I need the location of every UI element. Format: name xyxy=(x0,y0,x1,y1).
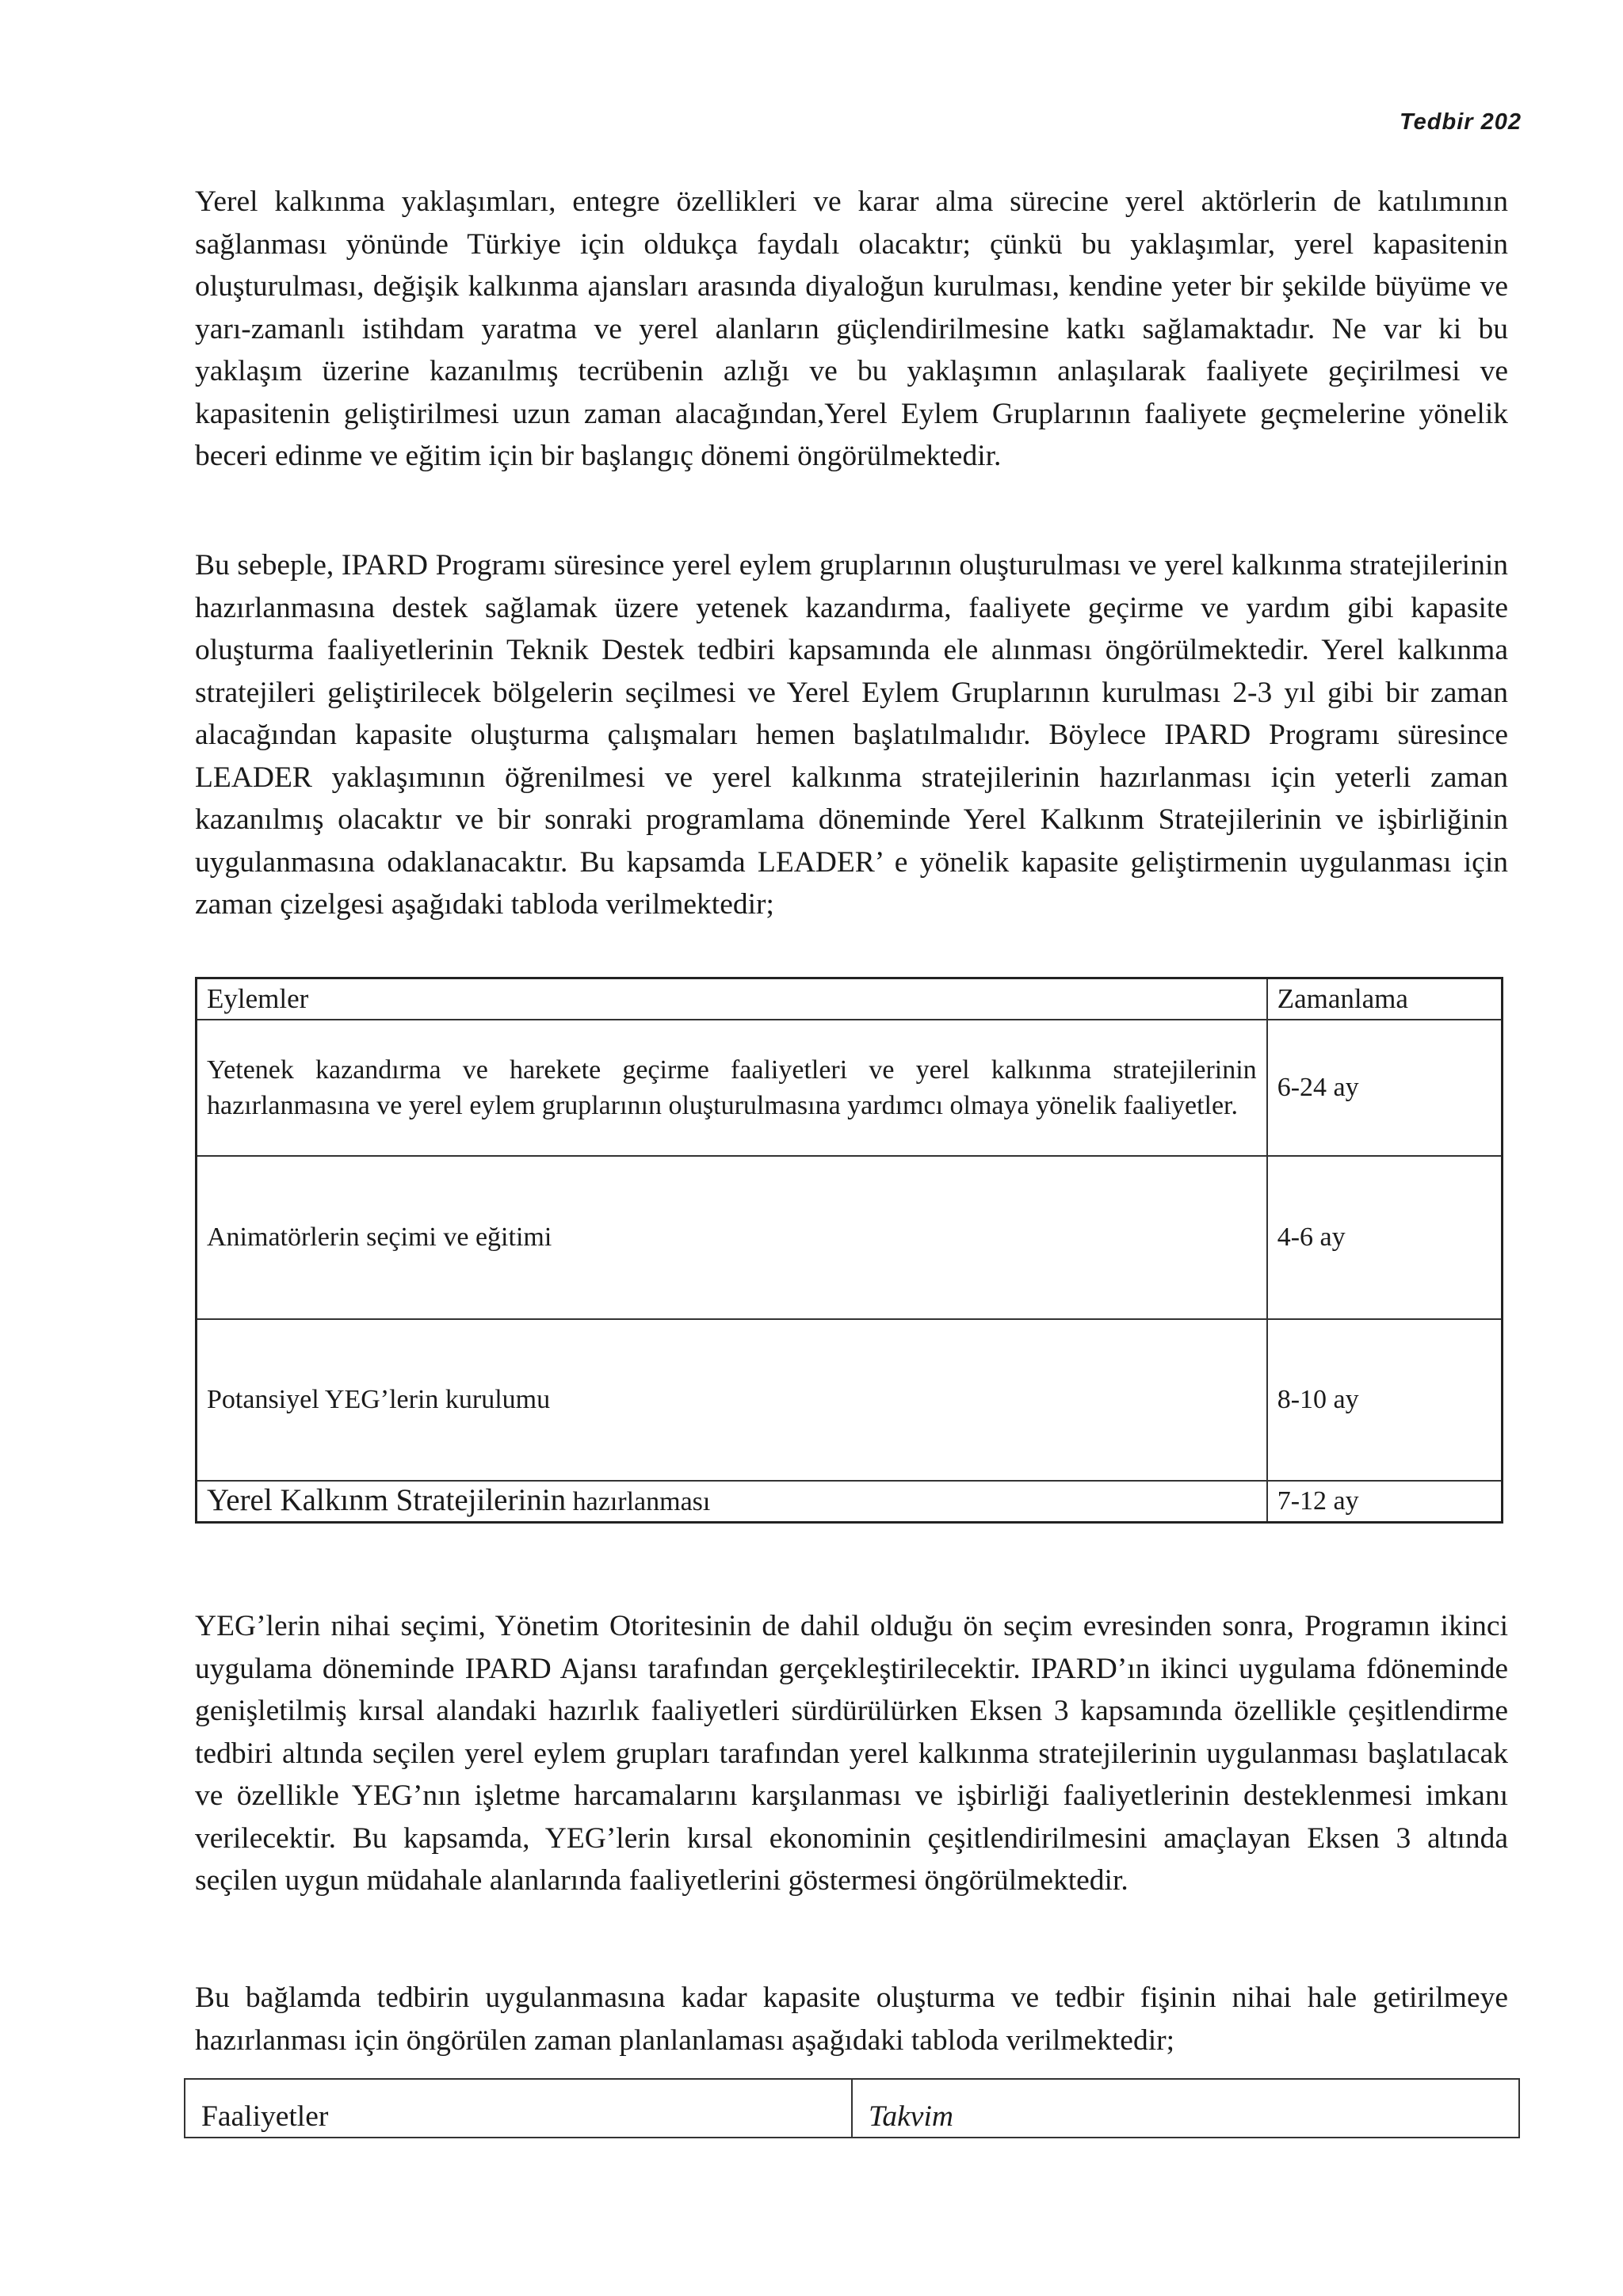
header-calendar: Takvim xyxy=(852,2079,1519,2138)
table-row xyxy=(197,1156,1503,1319)
table-row xyxy=(197,1481,1503,1523)
action-cell xyxy=(197,1481,1267,1523)
header-actions: Eylemler xyxy=(197,978,1267,1020)
timing-cell: 6-24 ay xyxy=(1267,1020,1503,1156)
action-cell: Potansiyel YEG’lerin kurulumu xyxy=(197,1319,1267,1481)
paragraph-2: Bu sebeple, IPARD Programı süresince yerel eylem gruplarının oluşturulması ve yerel kalkınma stratejilerinin hazırlanmasına destek sağlamak üzere yetenek kazandırma, faaliyete geçirme ve yardım gibi kapasite oluşturma faaliyetlerinin Teknik Destek tedbiri kapsamında ele alınması öngörülmektedir. Yerel kalkınma stratejileri geliştirilecek bölgelerin seçilmesi ve Yerel Eylem Gruplarının kurulması 2-3 yıl gibi bir zaman alacağından kapasite oluşturma çalışmaları hemen başlatılmalıdır. Böylece IPARD Programı süresince LEADER yaklaşımının öğrenilmesi ve yerel kalkınma stratejilerinin hazırlanması için yeterli zaman kazanılmış olacaktır ve bir sonraki programlama döneminde Yerel Kalkınm Stratejilerinin ve işbirliğinin uygulanmasına odaklanacaktır. Bu kapsamda LEADER’ e yönelik kapasite geliştirmenin uygulanması için zaman çizelgesi aşağıdaki tabloda verilmektedir; xyxy=(195,549,1508,921)
page-header: Tedbir 202 xyxy=(1400,109,1522,135)
paragraph-3: YEG’lerin nihai seçimi, Yönetim Otoritesinin de dahil olduğu ön seçim evresinden sonra, Programın ikinci uygulama döneminde IPARD Ajansı tarafından gerçekleştirilecektir. IPARD’ın ikinci uygulama fdöneminde genişletilmiş kırsal alandaki hazırlık faaliyetleri sürdürülürken Eksen 3 kapsamında özellikle çeşitlendirme tedbiri altında seçilen yerel eylem grupları tarafından yerel kalkınma stratejilerinin uygulanması başlatılacak ve özellikle YEG’nın işletme harcamalarını karşılanması ve işbirliği faaliyetlerinin desteklenmesi imkanı verilecektir. Bu kapsamda, YEG’lerin kırsal ekonominin çeşitlendirilmesini amaçlayan Eksen 3 altında seçilen uygun müdahale alanlarında faaliyetlerini göstermesi öngörülmektedir. xyxy=(195,1610,1508,1897)
action-cell: Yetenek kazandırma ve harekete geçirme faaliyetleri ve yerel kalkınma stratejilerinin hazırlanmasına ve yerel eylem gruplarının oluşturulmasına yardımcı olmaya yönelik faaliyetler. xyxy=(197,1020,1267,1156)
schedule-table xyxy=(184,2078,1520,2138)
table-header-row xyxy=(197,978,1503,1020)
timing-cell: 4-6 ay xyxy=(1267,1156,1503,1319)
action-text-large: Yerel Kalkınm Stratejilerinin xyxy=(207,1483,567,1517)
paragraph-4: Bu bağlamda tedbirin uygulanmasına kadar kapasite oluşturma ve tedbir fişinin nihai hale getirilmeye hazırlanması için öngörülen zaman planlanlaması aşağıdaki tabloda verilmektedir; xyxy=(195,1981,1508,2057)
action-text-small: hazırlanması xyxy=(566,1487,711,1516)
timing-cell: 8-10 ay xyxy=(1267,1319,1503,1481)
header-timing: Zamanlama xyxy=(1267,978,1503,1020)
table-header-row xyxy=(185,2079,1519,2138)
table-row xyxy=(197,1319,1503,1481)
timeline-table xyxy=(195,977,1503,1524)
timing-cell: 7-12 ay xyxy=(1267,1481,1503,1523)
header-activities: Faaliyetler xyxy=(185,2079,852,2138)
table-row xyxy=(197,1020,1503,1156)
paragraph-1: Yerel kalkınma yaklaşımları, entegre özellikleri ve karar alma sürecine yerel aktörlerin de katılımının sağlanması yönünde Türkiye için oldukça faydalı olacaktır; çünkü bu yaklaşımlar, yerel kapasitenin oluşturulması, değişik kalkınma ajansları arasında diyaloğun kurulması, kendine yeter bir şekilde büyüme ve yarı-zamanlı istihdam yaratma ve yerel alanların güçlendirilmesine katkı sağlamaktadır. Ne var ki bu yaklaşım üzerine kazanılmış tecrübenin azlığı ve bu yaklaşımın anlaşılarak faaliyete geçirilmesi ve kapasitenin geliştirilmesi uzun zaman alacağından,Yerel Eylem Gruplarının faaliyete geçmelerine yönelik beceri edinme ve eğitim için bir başlangıç dönemi öngörülmektedir. xyxy=(195,185,1508,472)
action-cell: Animatörlerin seçimi ve eğitimi xyxy=(197,1156,1267,1319)
